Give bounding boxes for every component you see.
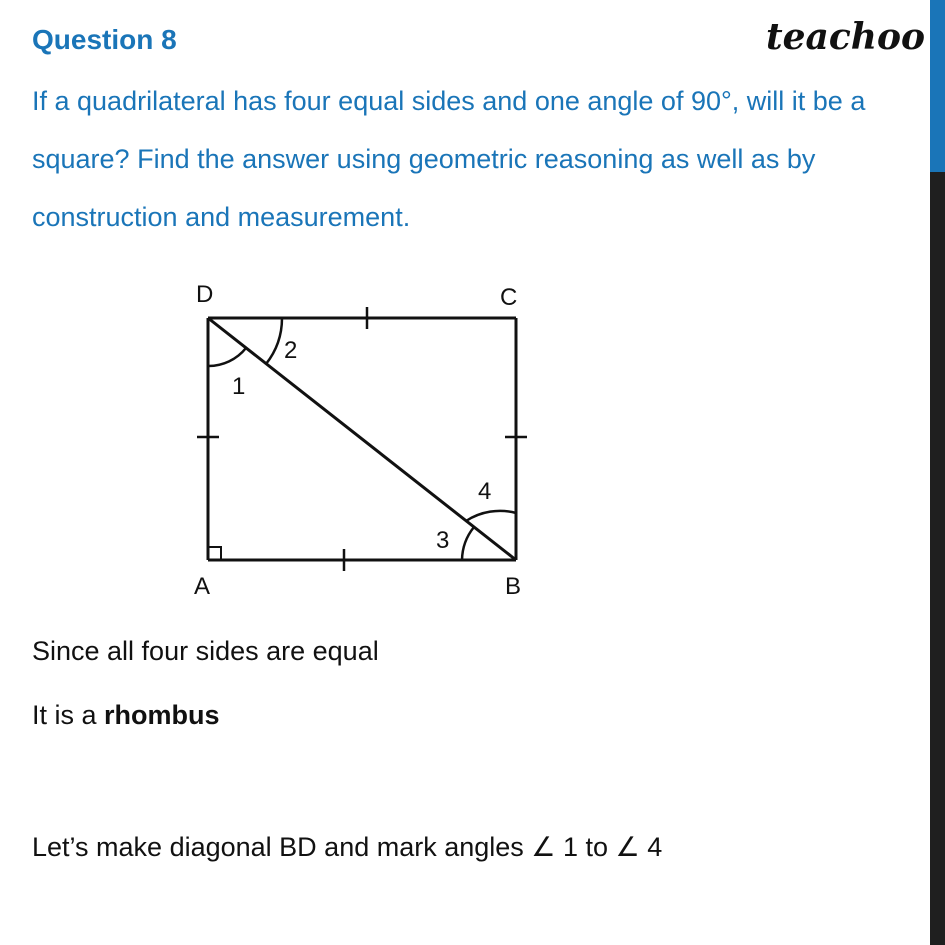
question-text: If a quadrilateral has four equal sides and one angle of 90°, will it be a square? Find the answer using geometric reasoning as well as by construction and measurement. bbox=[32, 86, 866, 232]
solution-line-3: Let’s make diagonal BD and mark angles ∠ 1 to ∠ 4 bbox=[32, 832, 663, 862]
vertex-label-c: C bbox=[500, 284, 518, 311]
angle-arc-4 bbox=[466, 511, 516, 521]
vertex-label-d: D bbox=[196, 281, 214, 308]
rhombus-term: rhombus bbox=[104, 700, 220, 730]
solution-line-1: Since all four sides are equal bbox=[32, 636, 379, 666]
angle-label-4: 4 bbox=[478, 478, 492, 505]
scrollbar-track[interactable] bbox=[930, 0, 945, 945]
diagonal-bd bbox=[208, 318, 516, 560]
vertex-label-b: B bbox=[505, 573, 522, 600]
angle-arc-1 bbox=[208, 348, 246, 366]
vertex-label-a: A bbox=[194, 573, 211, 600]
solution-line-2 bbox=[32, 700, 220, 731]
brand-logo: teachoo bbox=[766, 16, 925, 58]
angle-arc-2 bbox=[266, 318, 282, 364]
solution-line-2-prefix: It is a bbox=[32, 700, 105, 730]
angle-label-2: 2 bbox=[284, 337, 298, 364]
angle-arc-3 bbox=[462, 527, 474, 560]
scrollbar-thumb[interactable] bbox=[930, 0, 945, 172]
right-angle-mark-a bbox=[208, 547, 221, 560]
angle-label-3: 3 bbox=[436, 527, 450, 554]
angle-label-1: 1 bbox=[232, 373, 246, 400]
question-title: Question 8 bbox=[32, 24, 177, 55]
